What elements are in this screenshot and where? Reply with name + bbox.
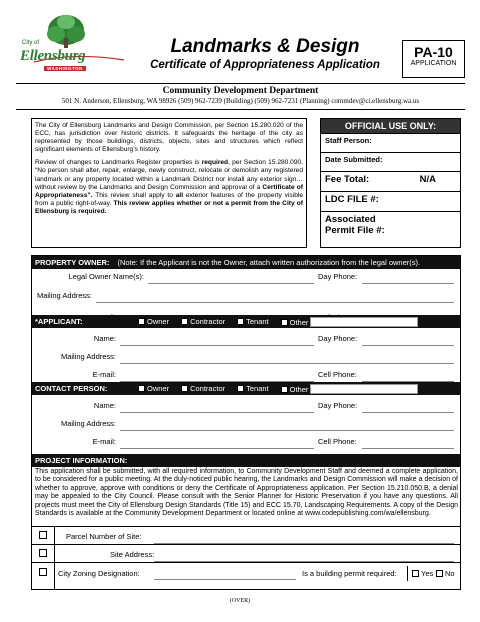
applicant-name-label: Name: — [93, 334, 116, 343]
permit-no-option[interactable]: No — [436, 569, 455, 578]
parcel-number-label: Parcel Number of Site: — [66, 532, 142, 541]
zoning-designation-label: City Zoning Designation: — [58, 569, 140, 578]
logo-name: Ellensburg — [20, 48, 86, 64]
checkbox-icon — [412, 570, 419, 577]
divider — [32, 562, 460, 563]
contact-day-phone-field[interactable] — [362, 399, 454, 413]
zoning-checkbox[interactable] — [39, 568, 47, 576]
checkbox-icon — [237, 318, 244, 325]
contact-email-field[interactable] — [120, 435, 314, 449]
contact-mailing-field[interactable] — [120, 417, 454, 431]
checkbox-icon — [138, 318, 145, 325]
permit-yes-option[interactable]: Yes — [412, 569, 433, 578]
checkbox-icon — [237, 385, 244, 392]
site-address-label: Site Address: — [110, 550, 155, 559]
applicant-mailing-field[interactable] — [120, 350, 454, 364]
page-footer-over: (OVER) — [229, 598, 251, 604]
applicant-option-other[interactable]: Other — [281, 317, 419, 327]
applicant-day-phone-label: Day Phone: — [318, 334, 358, 343]
associated-permit-field[interactable]: Associated Permit File #: — [321, 211, 460, 250]
page-subtitle: Certificate of Appropriateness Application — [150, 59, 380, 71]
checkbox-icon — [138, 385, 145, 392]
city-logo — [14, 10, 134, 76]
checkbox-icon — [181, 385, 188, 392]
intro-box — [31, 118, 307, 248]
owner-name-field[interactable] — [148, 270, 314, 284]
divider — [32, 544, 460, 545]
parcel-checkbox[interactable] — [39, 531, 47, 539]
contact-option-owner[interactable]: Owner — [138, 384, 169, 394]
fee-total-value: N/A — [419, 174, 436, 185]
owner-day-phone-label: Day Phone: — [318, 272, 358, 281]
divider — [16, 109, 465, 110]
site-address-field[interactable] — [154, 548, 454, 562]
applicant-cell-phone-label: Cell Phone: — [318, 370, 357, 379]
logo-state: WASHINGTON — [44, 66, 86, 71]
applicant-role-options — [138, 317, 418, 327]
intro-paragraph-1: The City of Ellensburg Landmarks and Design Commission, per Section 15.280.020 of the ECC, has jurisdiction over historic districts. It safeguards the heritage of the city as represented by those buildings, districts, objects, sites and structures which reflect significant elements of Ellensburg’s history. — [35, 122, 303, 154]
applicant-option-tenant[interactable]: Tenant — [237, 317, 269, 327]
fee-total-field[interactable]: Fee Total: N/A — [321, 171, 460, 191]
divider — [54, 526, 55, 544]
official-use-box — [320, 118, 461, 248]
date-submitted-field[interactable]: Date Submitted: — [321, 152, 460, 171]
intro-paragraph-2: Review of changes to Landmarks Register properties is required, per Section 15.280.090. “No person shall alter, repair, enlarge, newly construct, relocate or demolish any registered landmark or any property located within a Landmark District nor install any exterior sign…without review by the Landmarks and Design Commission and approval of a Certificate of Appropriateness”. This review shall apply to all exterior features of the property visible from a public right-of-way. This review applies whether or not a permit from the City of Ellensburg is required. — [35, 159, 304, 215]
zoning-designation-field[interactable] — [154, 566, 296, 580]
contact-name-field[interactable] — [120, 399, 314, 413]
project-information-band: PROJECT INFORMATION: — [32, 454, 460, 467]
department-address: 501 N. Anderson, Ellensburg, WA 98926 (509) 962-7239 (Building) (509) 962-7231 (Planning) commdev@ci.ellensburg.wa.us — [61, 97, 420, 105]
owner-day-phone-field[interactable] — [362, 270, 454, 284]
contact-cell-phone-field[interactable] — [362, 435, 454, 449]
applicant-other-input[interactable] — [310, 317, 418, 327]
parcel-number-field[interactable] — [154, 530, 454, 544]
department-name: Community Development Department — [162, 86, 319, 96]
contact-role-options — [138, 384, 418, 394]
contact-option-contractor[interactable]: Contractor — [181, 384, 225, 394]
divider — [54, 562, 55, 590]
applicant-name-field[interactable] — [120, 332, 314, 346]
applicant-email-label: E-mail: — [92, 370, 116, 379]
divider — [407, 566, 408, 581]
checkbox-icon — [281, 386, 288, 393]
checkbox-icon — [281, 319, 288, 326]
form-type: APPLICATION — [410, 60, 457, 67]
divider — [54, 544, 55, 562]
checkbox-icon — [181, 318, 188, 325]
contact-mailing-label: Mailing Address: — [60, 419, 116, 428]
applicant-cell-phone-field[interactable] — [362, 368, 454, 382]
property-owner-band: PROPERTY OWNER: (Note: If the Applicant is not the Owner, attach written authorization from the legal owner(s). — [32, 256, 460, 269]
page-title: Landmarks & Design — [170, 36, 360, 57]
contact-email-label: E-mail: — [92, 437, 116, 446]
applicant-day-phone-field[interactable] — [362, 332, 454, 346]
applicant-email-field[interactable] — [120, 368, 314, 382]
applicant-band: *APPLICANT: Owner Contractor Tenant Other — [32, 315, 460, 328]
logo-city-of: City of — [22, 40, 40, 46]
site-address-checkbox[interactable] — [39, 549, 47, 557]
divider — [32, 526, 460, 527]
building-permit-question: Is a building permit required: — [302, 569, 397, 578]
applicant-option-contractor[interactable]: Contractor — [181, 317, 225, 327]
owner-name-label: Legal Owner Name(s): — [68, 272, 144, 281]
application-form — [31, 255, 461, 590]
contact-other-input[interactable] — [310, 384, 418, 394]
form-number-box — [402, 40, 465, 78]
contact-option-tenant[interactable]: Tenant — [237, 384, 269, 394]
owner-mailing-label: Mailing Address: — [36, 291, 92, 300]
owner-note: (Note: If the Applicant is not the Owner, attach written authorization from the legal owner(s). — [117, 258, 421, 267]
contact-person-band: CONTACT PERSON: Owner Contractor Tenant Other — [32, 382, 460, 395]
form-number: PA-10 — [414, 44, 453, 60]
contact-name-label: Name: — [93, 401, 116, 410]
contact-cell-phone-label: Cell Phone: — [318, 437, 357, 446]
ldc-file-field[interactable]: LDC FILE #: — [321, 191, 460, 211]
checkbox-icon — [436, 570, 443, 577]
applicant-mailing-label: Mailing Address: — [60, 352, 116, 361]
contact-day-phone-label: Day Phone: — [318, 401, 358, 410]
applicant-option-owner[interactable]: Owner — [138, 317, 169, 327]
divider — [16, 83, 465, 84]
staff-person-field[interactable]: Staff Person: — [321, 133, 460, 152]
project-information-text: This application shall be submitted, with all required information, to Community Development Staff and deemed a complete application, to be considered for a public meeting. At the duly-noticed public hearing, the Landmarks and Design Commission will make a decision of whether to approve, approve with conditions or deny the Certificate of Appropriateness application. Per Section 15.210.050.B, a denial may be appealed to the City Council. Please consult with the Senior Planner for Historic Preservation if you have any questions. All projects must meet the City of Ellensburg Design Standards (Title 15) and ECC 15.70, Landscaping Requirements. A copy of the Design Standards is available at the Community Development Department or located online at www.codepublishing.com/wa/ellensburg. — [35, 468, 458, 518]
contact-option-other[interactable]: Other — [281, 384, 419, 394]
owner-mailing-field[interactable] — [96, 289, 454, 303]
official-use-header: OFFICIAL USE ONLY: — [321, 119, 460, 133]
